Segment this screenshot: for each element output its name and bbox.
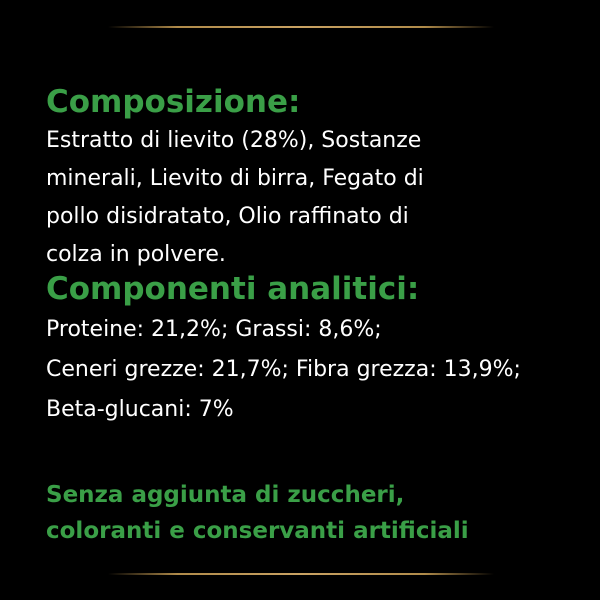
analytical-line: Proteine: 21,2%; Grassi: 8,6%; [46, 317, 382, 342]
top-divider [108, 26, 494, 28]
no-additives-claim [46, 477, 469, 549]
analytical-line: Beta-glucani: 7% [46, 397, 234, 422]
bottom-divider [108, 573, 494, 575]
composition-line: Estratto di lievito (28%), Sostanze [46, 128, 422, 153]
composition-line: pollo disidratato, Olio raffinato di [46, 204, 409, 229]
composition-line: colza in polvere. [46, 242, 226, 267]
analytical-components-heading: Componenti analitici: [46, 271, 420, 307]
analytical-line: Ceneri grezze: 21,7%; Fibra grezza: 13,9%; [46, 357, 521, 382]
composition-line: minerali, Lievito di birra, Fegato di [46, 166, 424, 191]
claim-line: Senza aggiunta di zuccheri, [46, 482, 405, 508]
claim-line: coloranti e conservanti artificiali [46, 518, 469, 544]
analytical-components-text [46, 312, 521, 432]
composition-heading: Composizione: [46, 84, 301, 120]
composition-text [46, 122, 424, 274]
